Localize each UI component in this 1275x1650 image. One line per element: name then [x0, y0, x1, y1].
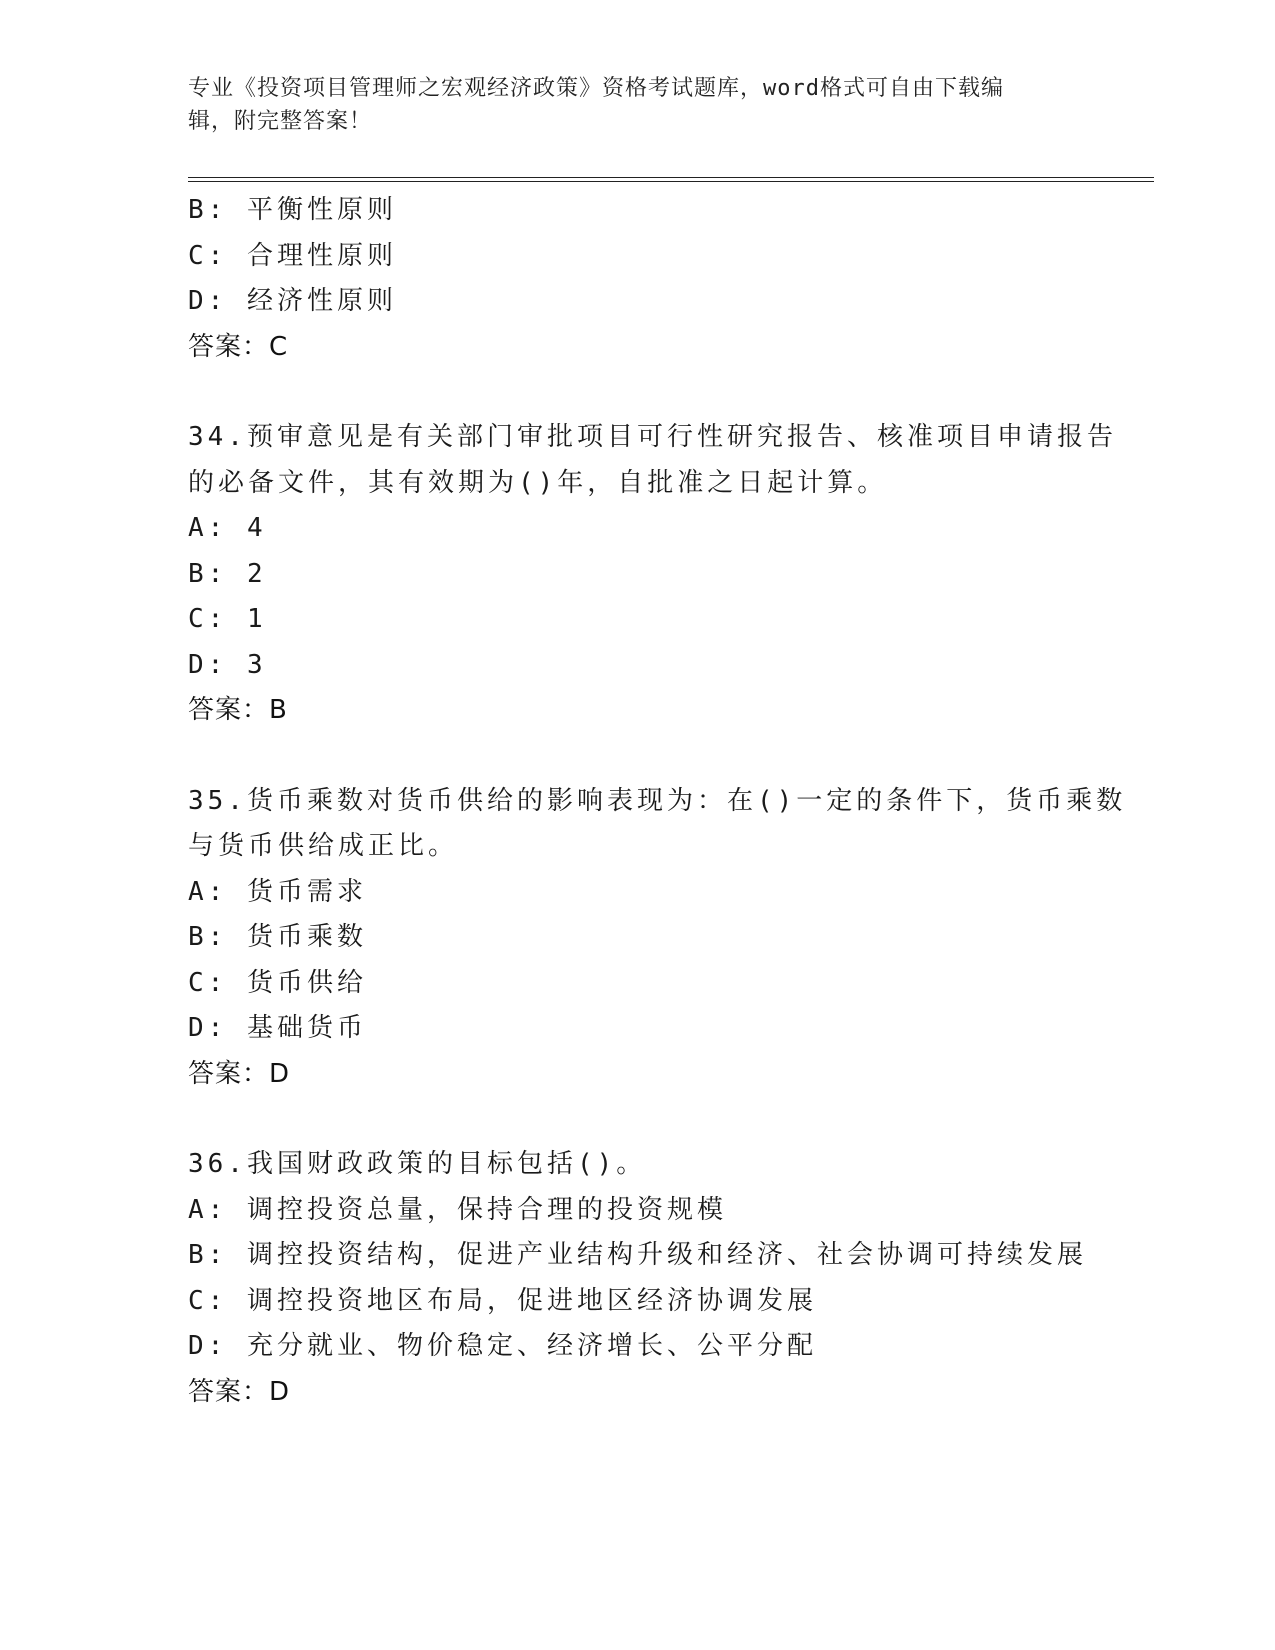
header-divider-bottom [188, 181, 1154, 182]
question-stem-line: 35.货币乘数对货币供给的影响表现为：在()一定的条件下，货币乘数 [188, 785, 1127, 816]
answer-line: 答案：C [188, 331, 289, 362]
option-b: B: 调控投资结构，促进产业结构升级和经济、社会协调可持续发展 [188, 1240, 1087, 1270]
header-line-1: 专业《投资项目管理师之宏观经济政策》资格考试题库，word格式可自由下载编 [188, 76, 1004, 101]
option-d: D: 基础货币 [188, 1013, 367, 1043]
question-stem-line: 的必备文件，其有效期为()年，自批准之日起计算。 [188, 467, 888, 498]
option-b: B: 2 [188, 558, 267, 589]
option-c: C: 1 [188, 604, 267, 634]
document-header [188, 72, 1088, 138]
question-33-partial [188, 188, 1088, 370]
question-35 [188, 779, 1127, 1098]
question-stem-line: 34.预审意见是有关部门审批项目可行性研究报告、核准项目申请报告 [188, 422, 1117, 452]
option-d: D: 3 [188, 649, 267, 680]
option-c: C: 货币供给 [188, 967, 367, 998]
question-stem-line: 36.我国财政政策的目标包括()。 [188, 1149, 647, 1179]
answer-line: 答案：D [188, 1058, 291, 1089]
option-b: B: 平衡性原则 [188, 195, 397, 225]
option-c: C: 调控投资地区布局，促进地区经济协调发展 [188, 1285, 817, 1316]
question-36 [188, 1142, 1088, 1415]
option-b: B: 货币乘数 [188, 922, 367, 952]
option-a: A: 调控投资总量，保持合理的投资规模 [188, 1194, 727, 1225]
answer-line: 答案：D [188, 1376, 291, 1407]
question-list [188, 188, 1127, 1415]
answer-line: 答案：B [188, 695, 288, 725]
spacer [188, 1097, 1088, 1142]
header-divider-top [188, 177, 1154, 178]
option-d: D: 经济性原则 [188, 286, 397, 316]
spacer [188, 734, 1088, 779]
question-stem-line: 与货币供给成正比。 [188, 831, 459, 861]
question-34 [188, 415, 1117, 734]
header-line-2: 辑，附完整答案！ [188, 109, 373, 134]
option-a: A: 4 [188, 513, 267, 543]
option-a: A: 货币需求 [188, 876, 367, 907]
spacer [188, 370, 1088, 415]
option-c: C: 合理性原则 [188, 240, 397, 271]
option-d: D: 充分就业、物价稳定、经济增长、公平分配 [188, 1331, 817, 1361]
